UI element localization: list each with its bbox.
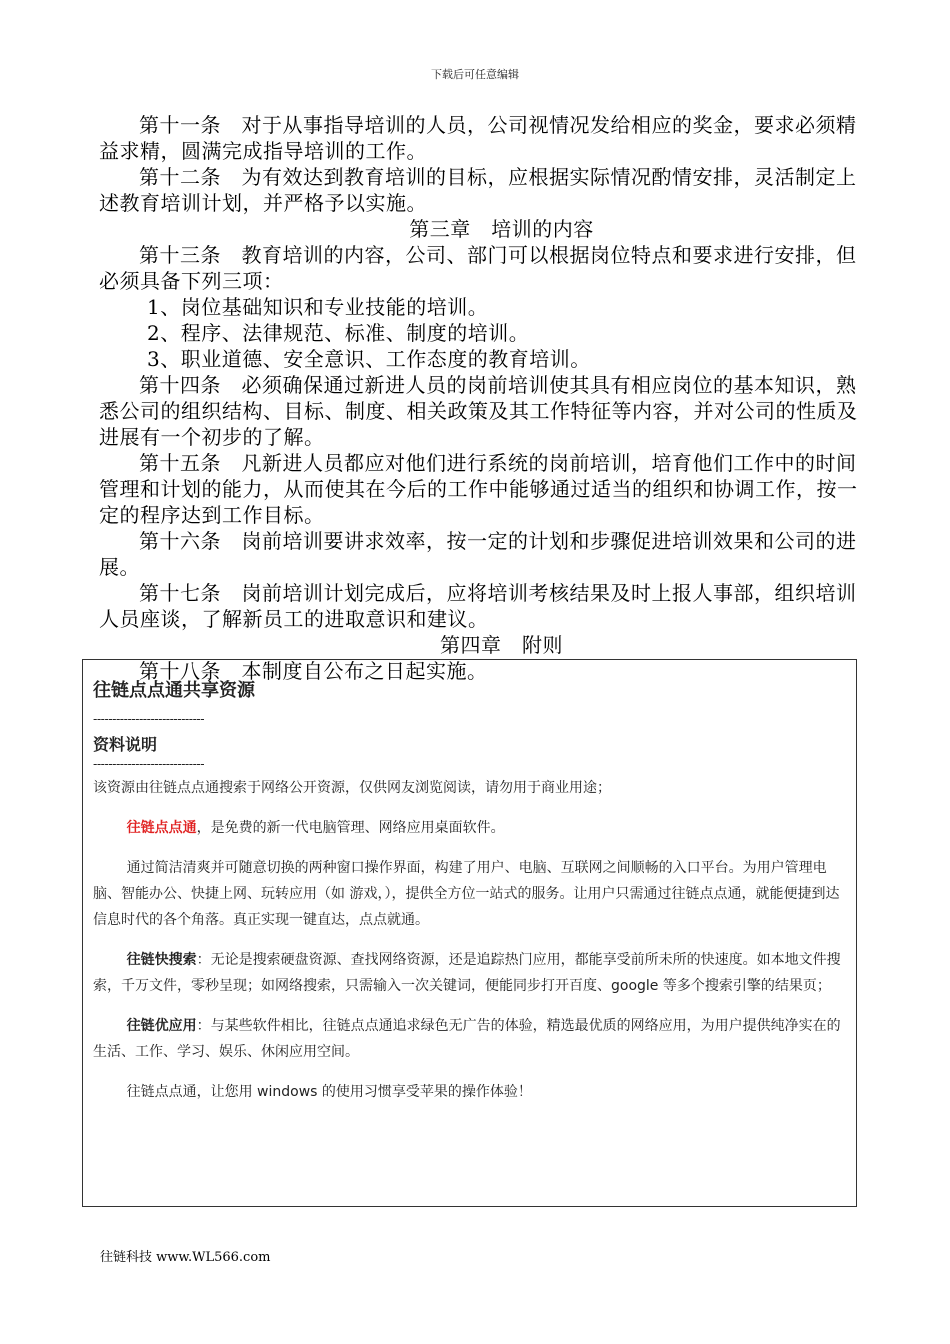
brand-description: ，是免费的新一代电脑管理、网络应用桌面软件。 [196, 820, 505, 836]
page-header: 下载后可任意编辑 [431, 68, 519, 81]
article-12: 第十二条 为有效达到教育培训的目标，应根据实际情况酌情安排，灵活制定上述教育培训计划，并严格予以实施。 [99, 165, 857, 215]
page-footer: 往链科技 www.WL566.com [100, 1250, 271, 1265]
intro-text: 该资源由往链点点通搜索于网络公开资源，仅供网友浏览阅读，请勿用于商业用途； [93, 780, 611, 796]
article-17: 第十七条 岗前培训计划完成后，应将培训考核结果及时上报人事部，组织培训人员座谈，了解新员工的进取意识和建议。 [99, 581, 857, 631]
article-13: 第十三条 教育培训的内容，公司、部门可以根据岗位特点和要求进行安排，但必须具备下列三项： [99, 243, 857, 293]
chapter-3-heading: 第三章 培训的内容 [409, 217, 594, 241]
search-text: ：无论是搜索硬盘资源、查找网络资源，还是追踪热门应用，都能享受前所未所的快速度。如本地文件搜索，千万文件，零秒呈现；如网络搜索，只需输入一次关键词，便能同步打开百度、google 等多个搜索引擎的结果页； [93, 952, 841, 994]
article-15: 第十五条 凡新进人员都应对他们进行系统的岗前培训，培育他们工作中的时间管理和计划的能力，从而使其在今后的工作中能够通过适当的组织和协调工作，按一定的程序达到工作目标。 [99, 451, 858, 527]
shared-resource-box [82, 659, 857, 1207]
article-18: 第十八条 本制度自公布之日起实施。 [139, 659, 488, 683]
app-text: ：与某些软件相比，往链点点通追求绿色无广告的体验，精选最优质的网络应用，为用户提供纯净实在的生活、工作、学习、娱乐、休闲应用空间。 [93, 1018, 841, 1060]
list-item-3: 3、职业道德、安全意识、工作态度的教育培训。 [147, 347, 591, 371]
search-label: 往链快搜索 [126, 952, 197, 968]
box-subtitle: 资料说明 [93, 735, 158, 754]
search-paragraph [93, 947, 846, 999]
document-body [99, 112, 864, 684]
divider: ----------------------------- [93, 712, 205, 726]
feature-paragraph: 通过简洁清爽并可随意切换的两种窗口操作界面，构建了用户、电脑、互联网之间顺畅的入口平台。为用户管理电脑、智能办公、快捷上网、玩转应用（如 游戏，），提供全方位一站式的服务。让用户只需通过往链点点通，就能便捷到达信息时代的各个角落。真正实现一键直达，点点就通。 [93, 860, 840, 928]
brand-name: 往链点点通 [126, 820, 197, 836]
article-16: 第十六条 岗前培训要讲求效率，按一定的计划和步骤促进培训效果和公司的进展。 [99, 529, 857, 579]
list-item-1: 1、岗位基础知识和专业技能的培训。 [147, 295, 489, 319]
closing-text: 往链点点通，让您用 windows 的使用习惯享受苹果的操作体验！ [126, 1084, 532, 1100]
list-item-2: 2、程序、法律规范、标准、制度的培训。 [147, 321, 530, 345]
brand-paragraph [93, 815, 846, 841]
article-11: 第十一条 对于从事指导培训的人员，公司视情况发给相应的奖金，要求必须精益求精，圆满完成指导培训的工作。 [99, 113, 857, 163]
chapter-4-heading: 第四章 附则 [440, 633, 563, 657]
box-title: 往链点点通共享资源 [93, 680, 255, 701]
article-14: 第十四条 必须确保通过新进人员的岗前培训使其具有相应岗位的基本知识，熟悉公司的组织结构、目标、制度、相关政策及其工作特征等内容，并对公司的性质及进展有一个初步的了解。 [99, 373, 858, 449]
app-label: 往链优应用 [126, 1018, 197, 1034]
divider: ----------------------------- [93, 757, 205, 771]
app-paragraph [93, 1013, 846, 1065]
